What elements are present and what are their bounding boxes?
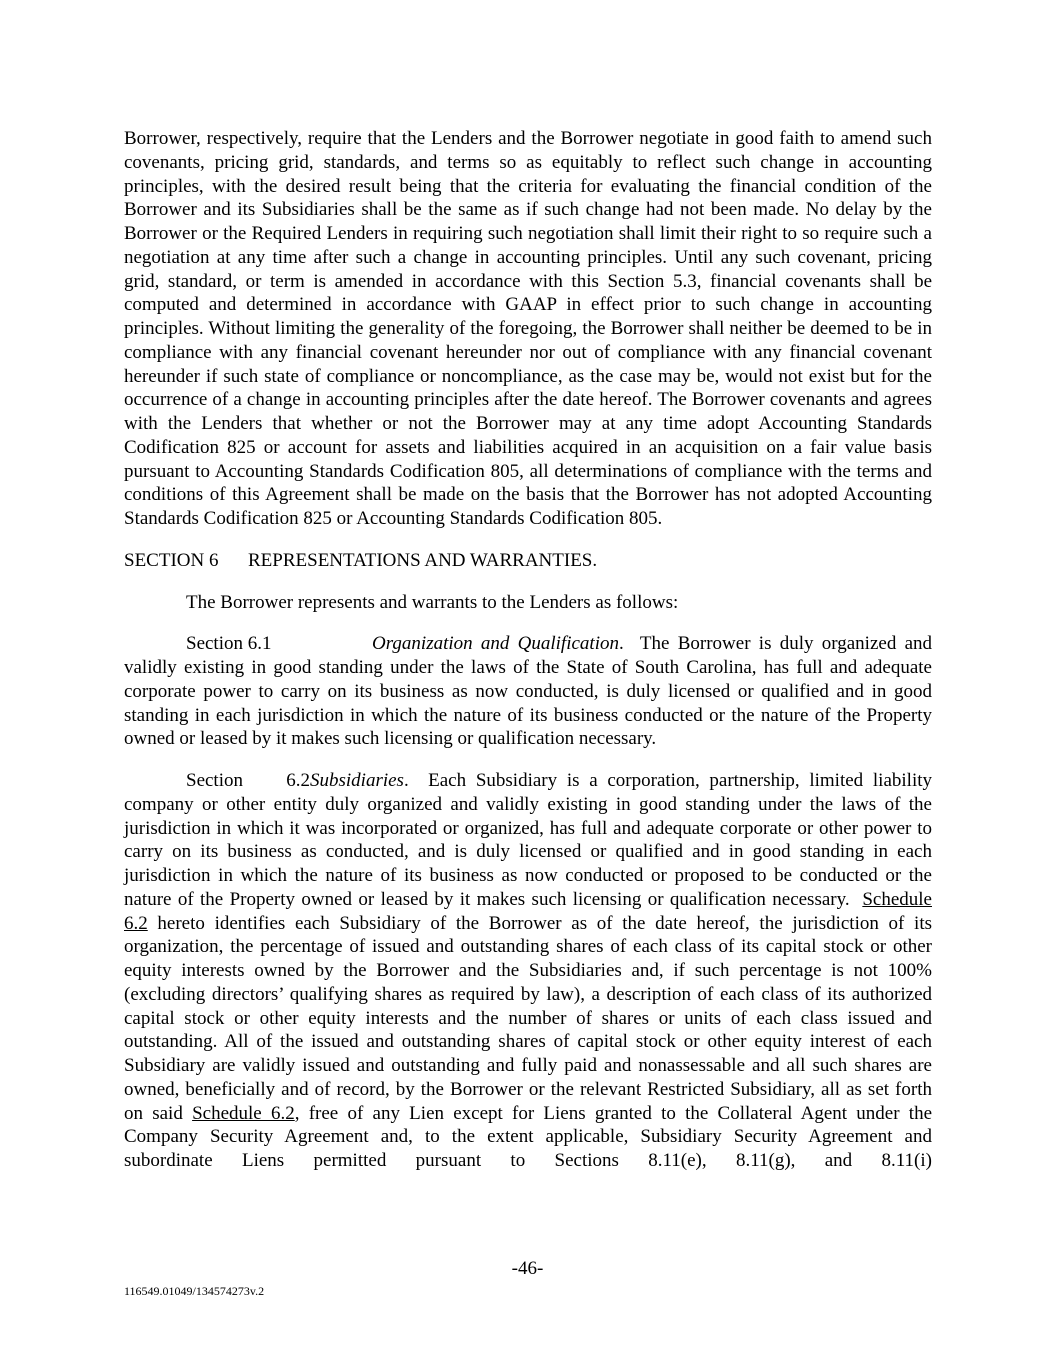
section-6-heading: [124, 549, 932, 573]
page-number: -46-: [511, 1258, 544, 1279]
section-6-1-number: Section 6.1: [186, 633, 272, 655]
section-6-label: SECTION 6: [124, 549, 219, 571]
section-6-1-title: Organization and Qualification: [372, 633, 619, 655]
section-6-2-number: Section 6.2: [186, 770, 310, 791]
document-id: 116549.01049/134574273v.2: [124, 1284, 265, 1298]
page-body: [124, 127, 937, 1191]
section-6-2-body-part3: , free of any Lien except for Liens granted to the Collateral Agent under the Company Security Agreement and, to the extent applicable, Subsidiary Security Agreement and subordinate Liens permitted pursuant to Sections 8.11(e), 8.11(g), and 8.11(i): [124, 1102, 933, 1171]
section-6-2-body-part1: Each Subsidiary is a corporation, partnership, limited liability company or other entity duly organized and validly existing in good standing under the laws of the jurisdiction in which it was incorporated or organized, has full and adequate corporate or other power to carry on its business as conducted, and is duly licensed or qualified and in good standing in each jurisdiction in which the nature of its business as now conducted or proposed to be conducted or the nature of the Property owned or leased by it makes such licensing or qualification necessary.: [124, 770, 937, 910]
continuation-paragraph: Borrower, respectively, require that the Lenders and the Borrower negotiate in good faith to amend such covenants, pricing grid, standards, and terms so as equitably to reflect such change in accounting principles, with the desired result being that the criteria for evaluating the financial condition of the Borrower and its Subsidiaries shall be the same as if such change had not been made. No delay by the Borrower or the Required Lenders in requiring such negotiation shall limit their right to so require such a negotiation at any time after such a change in accounting principles. Until any such covenant, pricing grid, standard, or term is amended in accordance with this Section 5.3, financial covenants shall be computed and determined in accordance with GAAP in effect prior to such change in accounting principles. Without limiting the generality of the foregoing, the Borrower shall neither be deemed to be in compliance with any financial covenant hereunder nor out of compliance with any financial covenant hereunder if such state of compliance or noncompliance, as the case may be, would not exist but for the occurrence of a change in accounting principles after the date hereof. The Borrower covenants and agrees with the Lenders that whether or not the Borrower may at any time adopt Accounting Standards Codification 825 or account for assets and liabilities acquired in an acquisition on a fair value basis pursuant to Accounting Standards Codification 805, all determinations of compliance with the terms and conditions of this Agreement shall be made on the basis that the Borrower has not adopted Accounting Standards Codification 825 or Accounting Standards Codification 805.: [124, 128, 932, 529]
section-6-2-paragraph: [124, 769, 937, 1173]
section-6-2-title-period: .: [403, 770, 409, 791]
section-6-2-title: Subsidiaries: [310, 770, 404, 791]
section-6-intro: The Borrower represents and warrants to the Lenders as follows:: [186, 591, 679, 613]
section-6-2-body-part2: hereto identifies each Subsidiary of the Borrower as of the date hereof, the jurisdiction of its organization, the percentage of issued and outstanding shares of each class of its capital stock or other equity interests owned by the Borrower and the Subsidiaries and, if such percentage is not 100% (excluding directors’ qualifying shares as required by law), a description of each class of its authorized capital stock or other equity interests and the number of shares or units of each class issued and outstanding. All of the issued and outstanding shares of capital stock or other equity interest of each Subsidiary are validly issued and outstanding and fully paid and nonassessable and all such shares are owned, beneficially and of record, by the Borrower or the relevant Restricted Subsidiary, all as set forth on said: [124, 912, 932, 1124]
section-6-1-title-period: .: [619, 633, 624, 655]
section-6-title: REPRESENTATIONS AND WARRANTIES.: [248, 549, 598, 571]
schedule-6-2-reference: Schedule 6.2: [124, 888, 932, 934]
schedule-6-2-reference-2: Schedule 6.2: [192, 1102, 295, 1124]
section-6-1-body: The Borrower is duly organized and validly existing in good standing under the laws of the State of South Carolina, has full and adequate corporate power to carry on its business as now conducted, is duly licensed or qualified and in good standing in each jurisdiction in which the nature of its business conducted or the nature of the Property owned or leased by it makes such licensing or qualification necessary.: [124, 633, 937, 750]
section-6-1-paragraph: [124, 632, 937, 751]
